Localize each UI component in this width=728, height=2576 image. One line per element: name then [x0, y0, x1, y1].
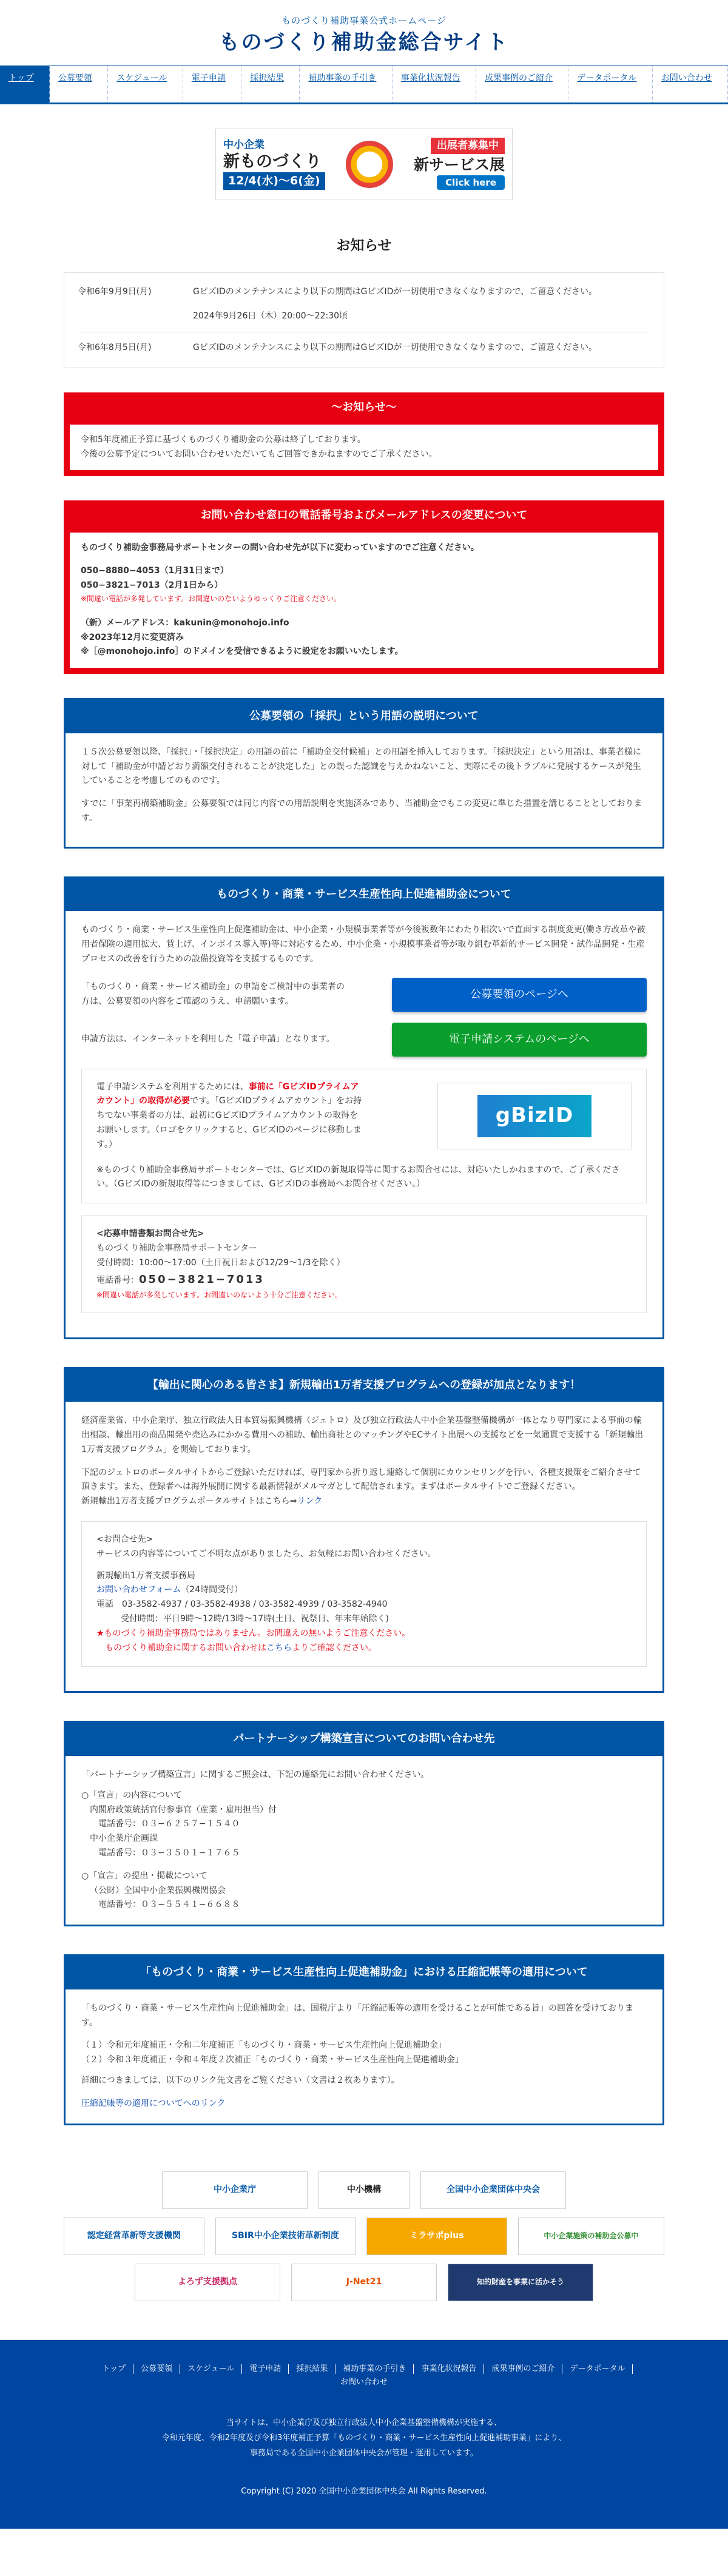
compression-link[interactable]: 圧縮記帳等の適用についてへのリンク: [81, 2098, 226, 2108]
logo-chuokai[interactable]: 全国中小企業団体中央会: [420, 2171, 566, 2209]
tel-old: 050−8880−4053（1月31日まで）: [81, 565, 229, 576]
e-apply-text: 申請方法は、インターネットを利用した「電子申請」となります。: [81, 1034, 335, 1044]
footer-link-cases[interactable]: 成果事例のご紹介: [484, 2364, 562, 2375]
site-header: [0, 0, 728, 66]
gbiz-note: ※ものづくり補助金事務局サポートセンターでは、GビズIDの新規取得等に関するお問合せには、対応いたしかねますので、ご了承ください。（GビズIDの新規取得等につきましては、GビズIDの事務局へお問合せください。）: [96, 1165, 620, 1189]
partnership-q2: ○「宣言」の提出・掲載について: [81, 1871, 207, 1881]
notice-line2: 今後の公募予定についてお問い合わせいただいてもご回答できかねますのでご了承ください。: [81, 449, 437, 459]
export-contact-org: 新規輸出1万者支援事務局: [96, 1570, 195, 1581]
support-contact-box: [81, 1216, 647, 1313]
nav-item-data-portal[interactable]: データポータル: [568, 66, 652, 103]
apply-text: 「ものづくり・商業・サービス補助金」の申請をご検討中の事業者の方は、公募要領の内容をご確認のうえ、申請願います。: [81, 981, 345, 1006]
compression-p2: 詳細につきましては、以下のリンク先文書をご覧ください（文書は２枚あります）。: [81, 2075, 400, 2085]
contact-change-title: お問い合わせ窓口の電話番号およびメールアドレスの変更について: [70, 506, 658, 533]
nav-item-e-application[interactable]: 電子申請: [183, 66, 241, 103]
export-p3: 新規輸出1万者支援プログラムポータルサイトはこちら⇒リンク: [81, 1496, 323, 1507]
koubo-page-button[interactable]: 公募要領のページへ: [392, 978, 647, 1012]
logo-nintei-shienkikan[interactable]: 認定経営革新等支援機関: [64, 2218, 204, 2255]
event-banner[interactable]: [215, 129, 513, 200]
footer-link-top[interactable]: トップ: [95, 2364, 134, 2375]
news-list: [64, 272, 664, 368]
export-contact-form: お問い合わせフォーム（24時間受付）: [96, 1585, 243, 1595]
banner-logo-icon: [346, 141, 393, 188]
mail-address: （新）メールアドレス：kakunin@monohojo.info: [81, 617, 289, 628]
notice-title: 〜お知らせ〜: [70, 399, 658, 425]
site-title[interactable]: ものづくり補助金総合サイト: [218, 30, 510, 55]
nav-item-koubo[interactable]: 公募要領: [50, 66, 108, 103]
gbiz-text: 電子申請システムを利用するためには、事前に「GビズIDプライムアカウント」の取得が必要です。「GビズIDプライムアカウント」をお持ちでない事業者の方は、最初にGビズIDプライムアカウントの取得をお願いします。（ロゴをクリックすると、GビズIDのページに移動します。）: [96, 1081, 362, 1149]
compression-item1: （１）令和元年度補正・令和二年度補正「ものづくり・商業・サービス生産性向上促進補助金」: [81, 2040, 447, 2051]
logo-hojokin-koubo[interactable]: 中小企業施策の補助金公募中: [518, 2218, 664, 2255]
gbiz-logo: gBizID: [477, 1095, 592, 1137]
banner-line2: 新ものづくり: [223, 152, 322, 171]
contact-form-link[interactable]: お問い合わせフォーム: [96, 1585, 181, 1595]
export-p1: 経済産業省、中小企業庁、独立行政法人日本貿易振興機構（ジェトロ）及び独立行政法人中小企業基盤整備機構が一体となり専門家による事前の輸出相談、輸出用の商品開発や売込みにかかる費用への補助、輸出商社とのマッチングやECサイト出展への支援などを一気通貫で支援する「新規輸出1万者支援プログラム」を開始しております。: [81, 1416, 644, 1454]
partnership-q2-tel: 電話番号：０３−５５４１−６６８８: [98, 1900, 240, 1910]
support-contact-hours: 受付時間：10:00〜17:00（土日祝日および12/29〜1/3を除く）: [96, 1257, 345, 1268]
partnership-q1-org2: 中小企業庁企画課: [90, 1834, 158, 1844]
nav-item-guide[interactable]: 補助事業の手引き: [300, 66, 392, 103]
footer-link-contact[interactable]: お問い合わせ: [340, 2378, 388, 2387]
about-box: [64, 876, 664, 1339]
support-contact-tel: 電話番号：050−3821−7013: [96, 1273, 265, 1286]
gbiz-box: [81, 1069, 647, 1204]
export-contact-head: <お問合せ先>: [96, 1535, 153, 1545]
saitaku-title: 公募要領の「採択」という用語の説明について: [66, 700, 662, 733]
footer-nav: [73, 2364, 655, 2392]
global-nav: [0, 66, 728, 104]
site-subtitle: ものづくり補助事業公式ホームページ: [281, 15, 447, 26]
export-warn1: ★ものづくり補助金事務局ではありません。お間違えの無いようご注意ください。: [96, 1628, 411, 1638]
site-footer: [0, 2340, 728, 2529]
banner-line1: 中小企業: [223, 138, 265, 151]
export-contact-tel: 電話 03-3582-4937 / 03-3582-4938 / 03-3582-4939 / 03-3582-4940: [96, 1599, 388, 1610]
logo-chizai[interactable]: 知的財産を事業に活かそう: [448, 2264, 593, 2301]
partnership-q1-tel1: 電話番号：０３−６２５７−１５４０: [98, 1819, 240, 1829]
support-contact-head: <応募申請書類お問合せ先>: [96, 1229, 204, 1239]
partnership-q1: ○「宣言」の内容について: [81, 1790, 182, 1800]
nav-item-cases[interactable]: 成果事例のご紹介: [476, 66, 568, 103]
footer-link-guide[interactable]: 補助事業の手引き: [335, 2364, 414, 2375]
partnership-q1-tel2: 電話番号：０３−３５０１−１７６５: [98, 1848, 240, 1858]
logo-chusho-kigyo-cho[interactable]: 中小企業庁: [162, 2171, 308, 2209]
mail-note: ※［@monohojo.info］のドメインを受信できるように設定をお願いいたします。: [81, 647, 403, 657]
banner-right-title: 新サービス展: [413, 155, 505, 173]
banner-date: 12/4(水)〜6(金): [223, 172, 325, 190]
export-warn2: ものづくり補助金に関するお問い合わせはこちらよりご確認ください。: [105, 1643, 377, 1653]
news-title: お知らせ: [336, 237, 392, 254]
logo-jnet21[interactable]: J-Net21: [291, 2264, 437, 2301]
gbiz-logo-link[interactable]: [437, 1083, 632, 1149]
nav-item-results[interactable]: 採択結果: [241, 66, 300, 103]
copyright: Copyright (C) 2020 全国中小企業団体中央会 All Rights Reserved.: [241, 2487, 487, 2497]
banner-click-button[interactable]: Click here: [437, 175, 505, 190]
saitaku-box: [64, 698, 664, 849]
compression-title: 「ものづくり・商業・サービス生産性向上促進補助金」における圧縮記帳等の適用について: [66, 1956, 662, 1989]
logo-mirasapo-plus[interactable]: ミラサポplus: [366, 2218, 507, 2255]
news-date: 令和6年8月5日(月): [78, 343, 152, 353]
export-title: 【輸出に関心のある皆さま】新規輸出1万者支援プログラムへの登録が加点となります！: [66, 1369, 662, 1402]
footer-link-results[interactable]: 採択結果: [289, 2364, 335, 2375]
news-text: GビズIDのメンテナンスにより以下の期間はGビズIDが一切使用できなくなりますので、ご留意ください。: [193, 286, 598, 297]
export-portal-link[interactable]: リンク: [297, 1496, 323, 1507]
export-box: [64, 1367, 664, 1693]
contact-change-lead: ものづくり補助金事務局サポートセンターの問い合わせ先が以下に変わっていますのでご注意ください。: [81, 542, 479, 553]
footer-link-data-portal[interactable]: データポータル: [562, 2364, 633, 2375]
about-intro: ものづくり・商業・サービス生産性向上促進補助金は、中小企業・小規模事業者等が今後複数年にわたり相次いで直面する制度変更(働き方改革や被用者保険の適用拡大、賃上げ、インボイス導入等)等に対応するため、中小企業・小規模事業者等が取り組む革新的サービス開発・試作品開発・生産プロセスの改善を行うための設備投資等を支援するものです。: [81, 925, 645, 964]
tel-new: 050−3821−7013（2月1日から）: [81, 580, 223, 590]
logo-sbir[interactable]: SBIR中小企業技術革新制度: [215, 2218, 356, 2255]
event-banner-wrap: [64, 104, 664, 212]
news-schedule: 2024年9月26日（木）20:00〜22:30頃: [193, 311, 348, 321]
about-title: ものづくり・商業・サービス生産性向上促進補助金について: [66, 878, 662, 912]
news-item: [78, 332, 650, 364]
compression-p1: 「ものづくり・商業・サービス生産性向上促進補助金」は、国税庁より「圧縮記帳等の適用を受けることが可能である旨」の回答を受けております。: [81, 2003, 633, 2028]
footer-link-e-application[interactable]: 電子申請: [242, 2364, 289, 2375]
compression-item2: （２）令和３年度補正・令和４年度２次補正「ものづくり・商業・サービス生産性向上促進補助金」: [81, 2055, 463, 2065]
e-application-button[interactable]: 電子申請システムのページへ: [392, 1023, 647, 1057]
contact-change-box: [64, 500, 664, 674]
support-contact-note: ※間違い電話が多発しています。お間違いのないよう十分ご注意ください。: [96, 1291, 343, 1300]
export-contact-box: [81, 1521, 647, 1667]
notice-line1: 令和5年度補正予算に基づくものづくり補助金の公募は終了しております。: [81, 434, 366, 445]
footer-link-report[interactable]: 事業化状況報告: [414, 2364, 484, 2375]
footer-link-schedule[interactable]: スケジュール: [180, 2364, 242, 2375]
export-p2: 下記のジェトロのポータルサイトからご登録いただければ、専門家から折り返し連絡して個別にカウンセリングを行い、各種支援策をご紹介させて頂きます。また、登録者へは海外展開に関する最新情報がメルマガとして配信されます。まずはポータルサイトでご登録ください。: [81, 1467, 641, 1492]
export-contact-lead: サービスの内容等についてご不明な点がありましたら、お気軽にお問い合わせください。: [96, 1549, 436, 1559]
footer-link-koubo[interactable]: 公募要領: [133, 2364, 180, 2375]
tel-note: ※間違い電話が多発しています。お間違いのないようゆっくりご注意ください。: [81, 594, 341, 604]
footer-text: 当サイトは、中小企業庁及び独立行政法人中小企業基盤整備機構が実施する、 令和元年度、令和2年度及び令和3年度補正予算「ものづくり・商業・サービス生産性向上促進補助事業」により、 事務局である全国中小企業団体中央会が管理・運用しています。: [161, 2418, 567, 2458]
mail-date: ※2023年12月に変更済み: [81, 632, 184, 642]
partnership-box: [64, 1721, 664, 1926]
news-text: GビズIDのメンテナンスにより以下の期間はGビズIDが一切使用できなくなりますので、ご留意ください。: [193, 343, 598, 353]
partnership-title: パートナーシップ構築宣言についてのお問い合わせ先: [66, 1723, 662, 1756]
news-item: [78, 277, 650, 333]
news-date: 令和6年9月9日(月): [78, 286, 152, 297]
banner-badge: 出展者募集中: [431, 138, 505, 154]
nav-item-contact[interactable]: お問い合わせ: [653, 66, 728, 103]
support-contact-org: ものづくり補助金事務局サポートセンター: [96, 1243, 258, 1254]
saitaku-p1: １５次公募要領以降、「採択」・「採択決定」の用語の前に「補助金交付候補」との用語を挿入しております。「採択決定」という用語は、事業者様に対して「補助金が申請どおり満額交付されることが決定した」との誤った認識を与えかねないこと、実際にその後トラブルに発展するケースが発生していることを考慮してのものです。: [81, 747, 641, 786]
notice-box: [64, 392, 664, 476]
nav-item-report[interactable]: 事業化状況報告: [393, 66, 476, 103]
partnership-q1-org1: 内閣府政策統括官付参事官（産業・雇用担当）付: [90, 1804, 277, 1815]
export-contact-hours: 受付時間：平日9時〜12時/13時〜17時(土日、祝祭日、年末年始除く): [121, 1614, 389, 1624]
partnership-lead: 「パートナーシップ構築宣言」に関するご照会は、下記の連絡先にお問い合わせください。: [81, 1769, 430, 1780]
logo-smrj[interactable]: 中小機構: [318, 2171, 410, 2209]
nav-item-top[interactable]: トップ: [0, 66, 50, 103]
nav-item-schedule[interactable]: スケジュール: [108, 66, 183, 103]
partnership-q2-org: （公財）全国中小企業振興機関協会: [90, 1885, 226, 1895]
saitaku-p2: すでに「事業再構築補助金」公募要領では同じ内容での用語説明を実施済みであり、当補助金でもこの変更に準じた措置を講じることとしております。: [81, 799, 642, 823]
partner-logos: [64, 2153, 664, 2340]
compression-box: [64, 1954, 664, 2125]
monozukuri-contact-link[interactable]: こちら: [266, 1643, 292, 1653]
logo-yorozu[interactable]: よろず支援拠点: [135, 2264, 280, 2301]
